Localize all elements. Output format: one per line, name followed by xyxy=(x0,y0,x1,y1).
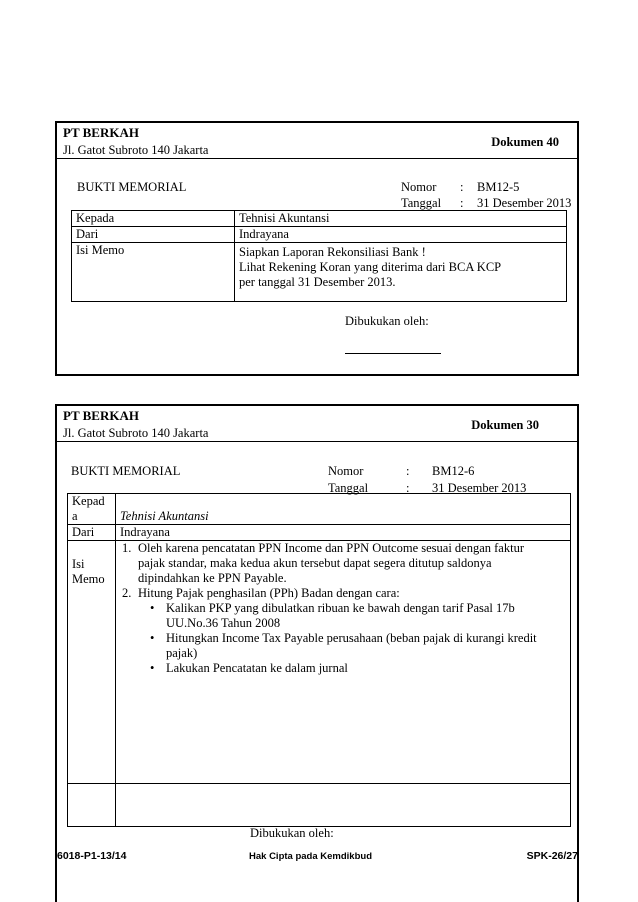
memorial-document-30 xyxy=(55,404,579,902)
bullet-line: UU.No.36 Tahun 2008 xyxy=(166,616,281,630)
footer-page-number: SPK-26/27 xyxy=(526,850,578,862)
company-address: Jl. Gatot Subroto 140 Jakarta xyxy=(63,426,209,440)
memo-table xyxy=(67,493,571,827)
dari-label: Dari xyxy=(68,525,116,541)
item-line: dipindahkan ke PPN Payable. xyxy=(138,571,287,585)
bullet-icon: • xyxy=(150,631,155,645)
company-name: PT BERKAH xyxy=(63,408,139,423)
company-name: PT BERKAH xyxy=(63,125,139,140)
list-item xyxy=(122,586,566,601)
isi-memo-label xyxy=(68,541,116,784)
company-address: Jl. Gatot Subroto 140 Jakarta xyxy=(63,143,209,157)
bullet-line: pajak) xyxy=(166,646,198,660)
item-line: Hitung Pajak penghasilan (PPh) Badan dengan cara: xyxy=(138,586,400,600)
tanggal-value: 31 Desember 2013 xyxy=(477,196,572,210)
document-number-label: Dokumen 30 xyxy=(471,418,539,432)
isi-memo-label: Isi Memo xyxy=(72,243,235,302)
dari-value: Indrayana xyxy=(235,227,567,243)
memo-line: per tanggal 31 Desember 2013. xyxy=(239,275,396,289)
nomor-label: Nomor xyxy=(401,180,437,194)
item-line: pajak standar, maka kedua akun tersebut dapat segera ditutup saldonya xyxy=(138,556,492,570)
tanggal-label: Tanggal xyxy=(328,481,369,495)
tanggal-separator: : xyxy=(460,196,464,210)
tanggal-separator: : xyxy=(406,481,410,495)
nomor-value: BM12-6 xyxy=(432,464,475,478)
document-number-label: Dokumen 40 xyxy=(491,135,559,149)
memo-table xyxy=(71,210,567,302)
footer-copyright: Hak Cipta pada Kemdikbud xyxy=(249,851,372,862)
signed-by-label: Dibukukan oleh: xyxy=(250,826,334,840)
dari-value: Indrayana xyxy=(116,525,571,541)
kepada-value: Tehnisi Akuntansi xyxy=(235,211,567,227)
form-title: BUKTI MEMORIAL xyxy=(71,464,181,478)
document-header xyxy=(57,406,577,442)
memorial-document-40 xyxy=(55,121,579,376)
document-header xyxy=(57,123,577,159)
bullet-item xyxy=(122,661,566,676)
bullet-line: Lakukan Pencatatan ke dalam jurnal xyxy=(166,661,348,675)
table-row xyxy=(72,211,567,227)
kepada-label xyxy=(68,494,116,525)
isi-memo-value xyxy=(235,243,567,302)
empty-cell xyxy=(116,784,571,827)
kepada-label-line: Kepad xyxy=(72,494,105,508)
memo-line: Lihat Rekening Koran yang diterima dari BCA KCP xyxy=(239,260,502,274)
tanggal-value: 31 Desember 2013 xyxy=(432,481,527,495)
table-row xyxy=(72,227,567,243)
tanggal-label: Tanggal xyxy=(401,196,442,210)
table-row xyxy=(68,784,571,827)
bullet-line: Hitungkan Income Tax Payable perusahaan (beban pajak di kurangi kredit xyxy=(166,631,537,645)
kepada-label: Kepada xyxy=(72,211,235,227)
footer-code-left: 6018-P1-13/14 xyxy=(57,850,127,862)
bullet-item xyxy=(122,601,566,631)
table-row xyxy=(72,243,567,302)
isi-memo-label-line: Isi xyxy=(72,557,85,571)
item-number: 1. xyxy=(122,541,132,555)
nomor-separator: : xyxy=(406,464,410,478)
memo-line: Siapkan Laporan Rekonsiliasi Bank ! xyxy=(239,245,426,259)
nomor-label: Nomor xyxy=(328,464,364,478)
dari-label: Dari xyxy=(72,227,235,243)
empty-cell xyxy=(68,784,116,827)
kepada-value: Tehnisi Akuntansi xyxy=(116,494,571,525)
bullet-line: Kalikan PKP yang dibulatkan ribuan ke bawah dengan tarif Pasal 17b xyxy=(166,601,515,615)
bullet-icon: • xyxy=(150,661,155,675)
nomor-separator: : xyxy=(460,180,464,194)
signed-by-label: Dibukukan oleh: xyxy=(345,314,429,328)
table-row xyxy=(68,494,571,525)
form-title: BUKTI MEMORIAL xyxy=(77,180,187,194)
nomor-value: BM12-5 xyxy=(477,180,520,194)
table-row xyxy=(68,525,571,541)
kepada-label-line: a xyxy=(72,509,78,523)
bullet-icon: • xyxy=(150,601,155,615)
item-number: 2. xyxy=(122,586,132,600)
table-row xyxy=(68,541,571,784)
signature-line xyxy=(345,353,441,354)
isi-memo-value xyxy=(116,541,571,784)
bullet-item xyxy=(122,631,566,661)
isi-memo-label-line: Memo xyxy=(72,572,105,586)
list-item xyxy=(122,541,566,586)
item-line: Oleh karena pencatatan PPN Income dan PPN Outcome sesuai dengan faktur xyxy=(138,541,524,555)
